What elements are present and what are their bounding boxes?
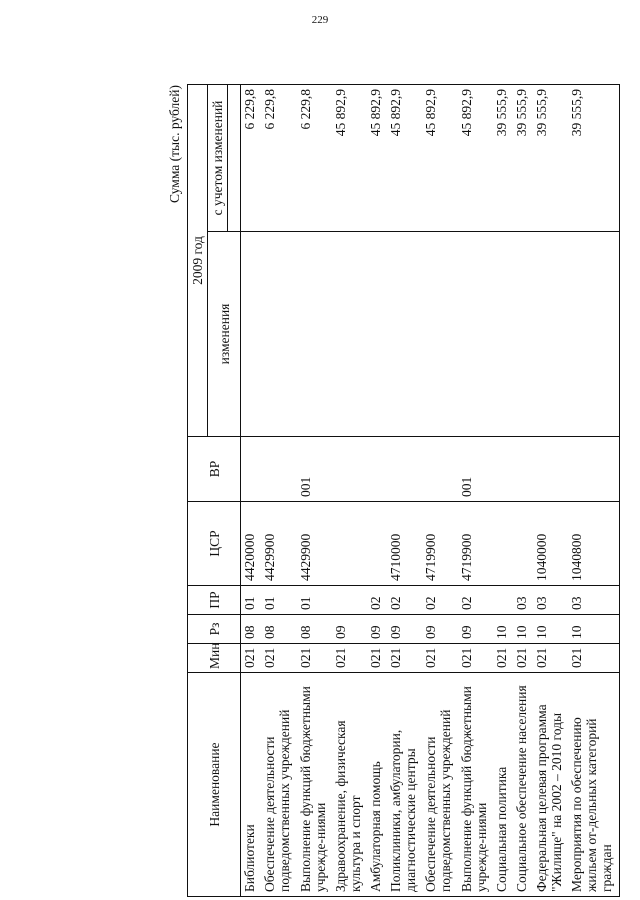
row-vr: 001 [458, 437, 493, 502]
row-changes [387, 232, 422, 437]
row-csr [513, 502, 533, 586]
row-name: Федеральная целевая программа "Жилище" на 2002 – 2010 годы [533, 673, 568, 897]
row-name: Обеспечение деятельности подведомственных учреждений [422, 673, 457, 897]
header-name: Наименование [188, 673, 241, 897]
row-name: Социальное обеспечение населения [513, 673, 533, 897]
header-year: 2009 год [188, 85, 208, 437]
table-row [458, 85, 493, 897]
table-row [568, 85, 619, 897]
budget-table [187, 84, 620, 897]
row-csr [332, 502, 367, 586]
table-row [241, 85, 262, 897]
sum-caption: Сумма (тыс. рублей) [167, 85, 182, 203]
row-min: 021 [387, 644, 422, 673]
table-row [367, 85, 387, 897]
row-rz: 09 [458, 615, 493, 644]
row-total: 39 555,9 [568, 85, 619, 232]
table-row [493, 85, 513, 897]
row-pr: 01 [297, 586, 332, 615]
row-name: Выполнение функций бюджетными учрежде-ниями [297, 673, 332, 897]
row-vr [261, 437, 296, 502]
row-changes [332, 232, 367, 437]
row-pr [332, 586, 367, 615]
row-name: Выполнение функций бюджетными учрежде-ниями [458, 673, 493, 897]
row-rz: 09 [422, 615, 457, 644]
row-min: 021 [568, 644, 619, 673]
row-pr: 01 [241, 586, 262, 615]
row-name: Поликлиники, амбулатории, диагностические центры [387, 673, 422, 897]
row-csr: 1040800 [568, 502, 619, 586]
row-csr: 4719900 [422, 502, 457, 586]
row-changes [422, 232, 457, 437]
table-row [261, 85, 296, 897]
row-pr: 02 [458, 586, 493, 615]
row-rz: 09 [367, 615, 387, 644]
page-number: 229 [311, 14, 329, 26]
row-changes [568, 232, 619, 437]
row-total: 39 555,9 [533, 85, 568, 232]
row-total: 45 892,9 [387, 85, 422, 232]
row-csr [367, 502, 387, 586]
header-csr: ЦСР [188, 502, 241, 586]
row-name: Амбулаторная помощь [367, 673, 387, 897]
row-csr: 1040000 [533, 502, 568, 586]
row-rz: 10 [533, 615, 568, 644]
row-pr: 02 [422, 586, 457, 615]
row-csr [493, 502, 513, 586]
row-min: 021 [241, 644, 262, 673]
header-blank [228, 85, 241, 232]
row-rz: 10 [513, 615, 533, 644]
row-rz: 10 [568, 615, 619, 644]
row-min: 021 [458, 644, 493, 673]
row-pr: 02 [367, 586, 387, 615]
table-row [513, 85, 533, 897]
row-vr: 001 [297, 437, 332, 502]
header-row-1 [188, 85, 208, 897]
row-min: 021 [367, 644, 387, 673]
header-changes: изменения [208, 232, 241, 437]
row-min: 021 [297, 644, 332, 673]
table-row [332, 85, 367, 897]
row-pr: 03 [513, 586, 533, 615]
table-row [533, 85, 568, 897]
header-rz: Рз [188, 615, 241, 644]
row-rz: 10 [493, 615, 513, 644]
row-rz: 08 [241, 615, 262, 644]
row-csr: 4719900 [458, 502, 493, 586]
row-vr [332, 437, 367, 502]
row-total: 45 892,9 [367, 85, 387, 232]
header-vr: ВР [188, 437, 241, 502]
row-vr [513, 437, 533, 502]
row-rz: 09 [332, 615, 367, 644]
header-min: Мин [188, 644, 241, 673]
row-name: Мероприятия по обеспечению жильем от-дельных категорий граждан [568, 673, 619, 897]
row-name: Библиотеки [241, 673, 262, 897]
row-changes [367, 232, 387, 437]
row-changes [458, 232, 493, 437]
row-total: 6 229,8 [241, 85, 262, 232]
row-total: 45 892,9 [458, 85, 493, 232]
row-min: 021 [332, 644, 367, 673]
table-row [422, 85, 457, 897]
row-changes [533, 232, 568, 437]
row-changes [241, 232, 262, 437]
header-pr: ПР [188, 586, 241, 615]
row-vr [533, 437, 568, 502]
row-vr [367, 437, 387, 502]
row-pr: 03 [568, 586, 619, 615]
row-changes [493, 232, 513, 437]
row-vr [568, 437, 619, 502]
row-changes [513, 232, 533, 437]
row-pr: 01 [261, 586, 296, 615]
row-changes [297, 232, 332, 437]
row-csr: 4429900 [261, 502, 296, 586]
row-vr [387, 437, 422, 502]
row-csr: 4420000 [241, 502, 262, 586]
table-row [297, 85, 332, 897]
row-name: Социальная политика [493, 673, 513, 897]
row-total: 6 229,8 [297, 85, 332, 232]
row-min: 021 [493, 644, 513, 673]
row-rz: 09 [387, 615, 422, 644]
rotated-table-frame [167, 85, 615, 897]
row-pr: 03 [533, 586, 568, 615]
row-min: 021 [513, 644, 533, 673]
row-vr [493, 437, 513, 502]
row-total: 6 229,8 [261, 85, 296, 232]
row-total: 39 555,9 [513, 85, 533, 232]
row-csr: 4710000 [387, 502, 422, 586]
row-pr: 02 [387, 586, 422, 615]
header-with-changes: с учетом изменений [208, 85, 228, 232]
row-total: 45 892,9 [332, 85, 367, 232]
row-vr [422, 437, 457, 502]
table-body [241, 85, 619, 897]
row-name: Здравоохранение, физическая культура и спорт [332, 673, 367, 897]
row-csr: 4429900 [297, 502, 332, 586]
row-vr [241, 437, 262, 502]
row-rz: 08 [261, 615, 296, 644]
row-min: 021 [261, 644, 296, 673]
table-row [387, 85, 422, 897]
row-total: 45 892,9 [422, 85, 457, 232]
row-total: 39 555,9 [493, 85, 513, 232]
row-name: Обеспечение деятельности подведомственных учреждений [261, 673, 296, 897]
row-changes [261, 232, 296, 437]
row-min: 021 [533, 644, 568, 673]
row-rz: 08 [297, 615, 332, 644]
row-pr [493, 586, 513, 615]
row-min: 021 [422, 644, 457, 673]
